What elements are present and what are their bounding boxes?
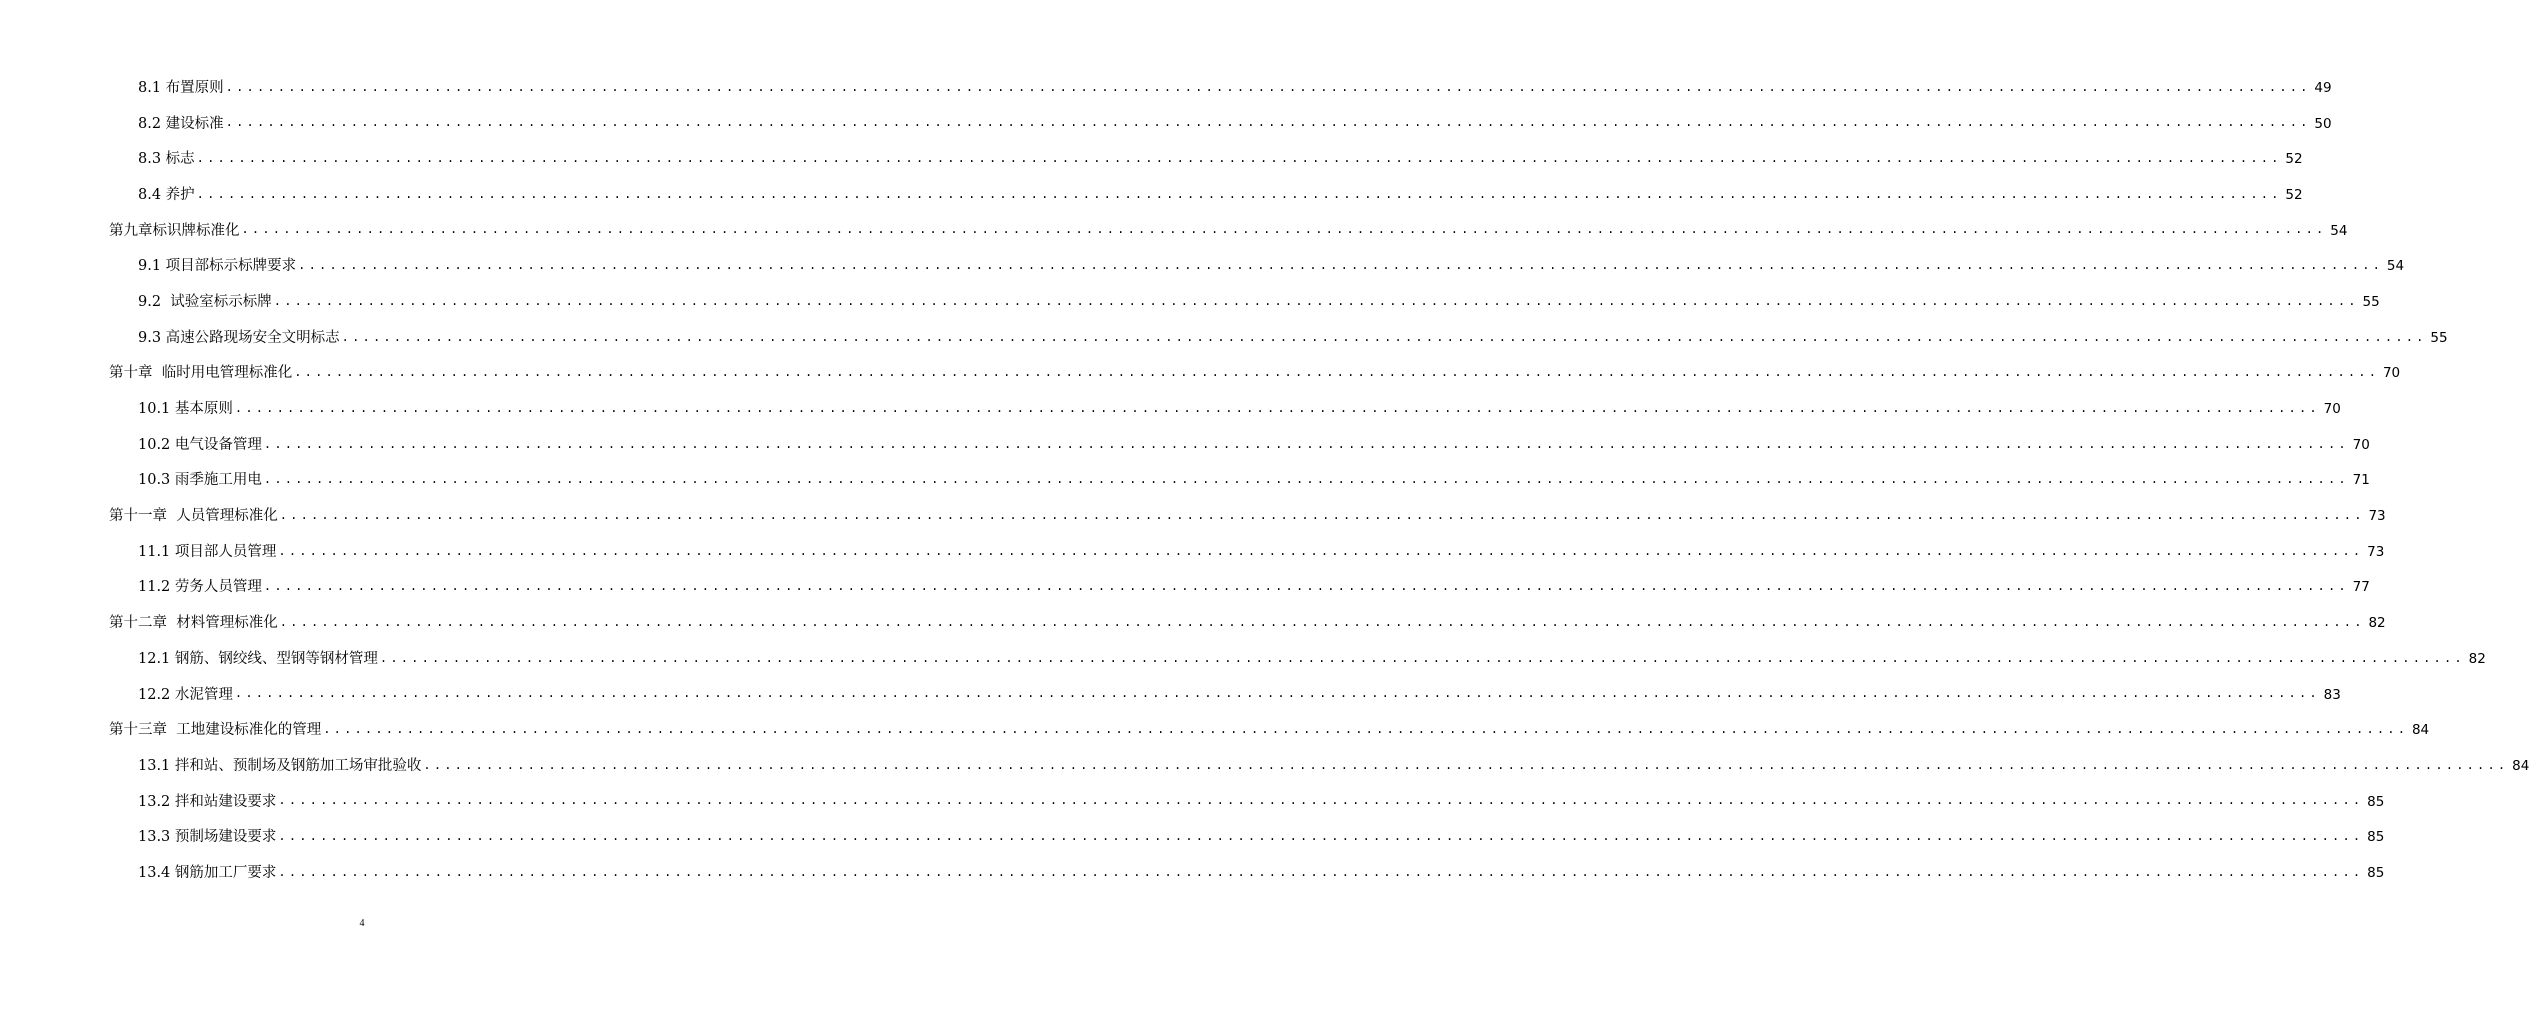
toc-dot-leader: ........................................................................................................................................................................................................	[341, 329, 2427, 344]
toc-entry-page: 49	[2314, 79, 2332, 96]
toc-dot-leader: ........................................................................................................................................................................................................	[196, 151, 2282, 166]
toc-entry-title: 12.2 水泥管理	[138, 686, 233, 703]
toc-entry-title: 8.1 布置原则	[138, 79, 224, 96]
toc-entry-page: 73	[2368, 508, 2386, 525]
toc-entry-title: 8.3 标志	[138, 151, 195, 168]
toc-section-entry	[0, 570, 2370, 606]
toc-chapter-entry	[0, 712, 2430, 748]
toc-section-entry	[0, 391, 2341, 427]
toc-entry-page: 85	[2367, 829, 2385, 846]
toc-entry-title: 10.1 基本原则	[138, 401, 233, 418]
toc-dot-leader: ........................................................................................................................................................................................................	[234, 400, 2320, 415]
toc-entry-page: 50	[2314, 115, 2332, 132]
toc-section-entry	[0, 106, 2332, 142]
toc-entry-page: 71	[2352, 472, 2370, 489]
toc-entry-title: 11.1 项目部人员管理	[138, 543, 277, 560]
toc-dot-leader: ........................................................................................................................................................................................................	[279, 615, 2365, 629]
toc-section-entry	[0, 248, 2405, 284]
toc-entry-page: 77	[2352, 579, 2370, 596]
toc-dot-leader: ........................................................................................................................................................................................................	[263, 472, 2349, 487]
toc-entry-title: 第十一章 人员管理标准化	[109, 508, 278, 525]
toc-dot-leader: ........................................................................................................................................................................................................	[379, 650, 2465, 665]
toc-entry-page: 52	[2285, 151, 2303, 168]
toc-entry-title: 13.4 钢筋加工厂要求	[138, 864, 277, 881]
toc-chapter-entry	[0, 498, 2386, 534]
toc-section-entry	[0, 284, 2380, 320]
toc-dot-leader: ........................................................................................................................................................................................................	[278, 543, 2364, 558]
toc-chapter-entry	[0, 356, 2401, 392]
toc-entry-title: 13.3 预制场建设要求	[138, 829, 277, 846]
toc-dot-leader: ........................................................................................................................................................................................................	[263, 436, 2349, 451]
toc-dot-leader: ........................................................................................................................................................................................................	[241, 222, 2327, 237]
toc-dot-leader: ........................................................................................................................................................................................................	[196, 186, 2282, 201]
toc-entry-page: 70	[2352, 436, 2370, 453]
toc-dot-leader: ........................................................................................................................................................................................................	[423, 757, 2509, 772]
toc-section-entry	[0, 141, 2303, 177]
toc-dot-leader: ........................................................................................................................................................................................................	[278, 793, 2364, 808]
toc-section-entry	[0, 534, 2385, 570]
toc-entry-page: 84	[2512, 757, 2529, 774]
table-of-contents	[0, 70, 2529, 891]
page-number: 4	[359, 918, 365, 929]
toc-entry-page: 54	[2386, 258, 2405, 275]
toc-section-entry	[0, 784, 2385, 820]
toc-entry-title: 9.2 试验室标示标牌	[138, 293, 272, 310]
toc-chapter-entry	[0, 213, 2348, 249]
toc-entry-page: 55	[2362, 293, 2380, 310]
toc-entry-page: 54	[2330, 222, 2348, 239]
toc-entry-page: 82	[2468, 650, 2486, 667]
toc-entry-title: 9.3 高速公路现场安全文明标志	[138, 329, 340, 346]
toc-entry-title: 第十三章 工地建设标准化的管理	[109, 722, 322, 739]
toc-entry-title: 8.4 养护	[138, 186, 195, 203]
toc-entry-title: 第十章 临时用电管理标准化	[109, 365, 293, 382]
toc-dot-leader: ........................................................................................................................................................................................................	[294, 365, 2380, 380]
toc-entry-page: 85	[2367, 793, 2385, 810]
toc-entry-page: 83	[2323, 686, 2341, 703]
toc-entry-title: 13.1 拌和站、预制场及钢筋加工场审批验收	[138, 757, 422, 774]
toc-chapter-entry	[0, 605, 2386, 641]
toc-dot-leader: ........................................................................................................................................................................................................	[278, 829, 2364, 844]
toc-entry-title: 8.2 建设标准	[138, 115, 224, 132]
toc-entry-page: 55	[2430, 329, 2448, 346]
toc-entry-page: 70	[2382, 365, 2401, 382]
toc-section-entry	[0, 70, 2332, 106]
toc-section-entry	[0, 320, 2448, 356]
toc-dot-leader: ........................................................................................................................................................................................................	[298, 258, 2384, 273]
toc-entry-page: 52	[2285, 186, 2303, 203]
toc-section-entry	[0, 177, 2303, 213]
toc-entry-page: 85	[2367, 864, 2385, 881]
toc-entry-page: 84	[2411, 722, 2430, 739]
toc-dot-leader: ........................................................................................................................................................................................................	[225, 79, 2311, 94]
toc-dot-leader: ........................................................................................................................................................................................................	[279, 507, 2365, 522]
toc-entry-title: 10.3 雨季施工用电	[138, 472, 262, 489]
toc-dot-leader: ........................................................................................................................................................................................................	[263, 579, 2349, 594]
toc-entry-page: 73	[2367, 543, 2385, 560]
toc-dot-leader: ........................................................................................................................................................................................................	[323, 722, 2409, 737]
toc-section-entry	[0, 463, 2370, 499]
toc-dot-leader: ........................................................................................................................................................................................................	[234, 686, 2320, 701]
toc-entry-title: 第十二章 材料管理标准化	[109, 615, 278, 632]
toc-section-entry	[0, 641, 2486, 677]
toc-entry-title: 10.2 电气设备管理	[138, 436, 262, 453]
toc-section-entry	[0, 427, 2370, 463]
toc-entry-title: 9.1 项目部标示标牌要求	[138, 258, 297, 275]
toc-dot-leader: ........................................................................................................................................................................................................	[273, 293, 2359, 308]
toc-entry-title: 11.2 劳务人员管理	[138, 579, 262, 596]
toc-section-entry	[0, 855, 2385, 891]
toc-entry-title: 12.1 钢筋、钢绞线、型钢等钢材管理	[138, 650, 378, 667]
toc-section-entry	[0, 748, 2529, 784]
toc-dot-leader: ........................................................................................................................................................................................................	[225, 115, 2311, 130]
toc-entry-page: 70	[2323, 401, 2341, 418]
toc-entry-page: 82	[2368, 615, 2386, 632]
toc-entry-title: 13.2 拌和站建设要求	[138, 793, 277, 810]
toc-section-entry	[0, 819, 2385, 855]
toc-dot-leader: ........................................................................................................................................................................................................	[278, 864, 2364, 879]
toc-section-entry	[0, 677, 2341, 713]
toc-entry-title: 第九章标识牌标准化	[109, 222, 240, 239]
